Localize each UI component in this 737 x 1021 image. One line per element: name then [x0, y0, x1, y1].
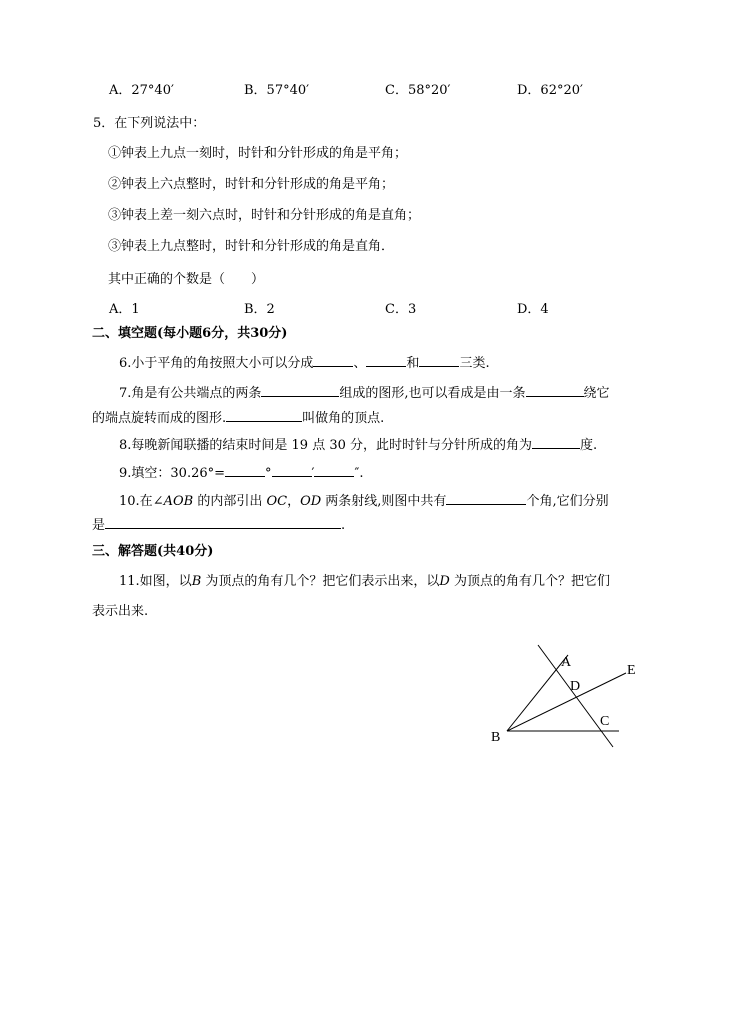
question-11-line-1: 11.如图，以B 为顶点的角有几个？把它们表示出来，以D 为顶点的角有几个？把它们: [119, 574, 610, 589]
q4-option-d: D．62°20′: [517, 83, 583, 98]
question-10-line-2: 是 .: [92, 518, 346, 533]
label-b: B: [491, 730, 501, 745]
q5-statement-3: ③钟表上差一刻六点时，时针和分针形成的角是直角；: [108, 208, 421, 223]
q4-option-b: B．57°40′: [244, 83, 310, 98]
q5-question: 其中正确的个数是（ ）: [108, 272, 265, 287]
section-3-title: 三、解答题(共40分): [92, 544, 214, 559]
question-7-line-2: 的端点旋转而成的图形. 叫做角的顶点.: [92, 411, 385, 426]
q5-statement-4: ③钟表上九点整时，时针和分针形成的角是直角．: [108, 239, 395, 254]
q5-option-b: B．2: [244, 302, 275, 317]
question-9: 9.填空：30.26°= ° ′ ″.: [119, 466, 364, 481]
label-c: C: [600, 714, 610, 729]
line-through-a-c: [538, 645, 613, 747]
question-10-line-1: 10.在∠AOB 的内部引出 OC，OD 两条射线,则图中共有 个角,它们分别: [119, 494, 609, 509]
question-11-line-2: 表示出来.: [92, 604, 149, 619]
q5-statement-1: ①钟表上九点一刻时，时针和分针形成的角是平角；: [108, 146, 408, 161]
label-e: E: [627, 663, 636, 678]
question-7-line-1: 7.角是有公共端点的两条 组成的图形,也可以看成是由一条 绕它: [119, 386, 610, 401]
q5-option-c: C．3: [385, 302, 417, 317]
q4-option-a: A．27°40′: [109, 83, 174, 98]
q4-option-c: C．58°20′: [385, 83, 451, 98]
q5-statement-2: ②钟表上六点整时，时针和分针形成的角是平角；: [108, 177, 395, 192]
q5-stem: 5．在下列说法中：: [93, 116, 206, 131]
q5-option-a: A．1: [109, 302, 140, 317]
section-2-title: 二、填空题(每小题6分，共30分): [92, 326, 288, 341]
q5-option-d: D．4: [517, 302, 549, 317]
label-d: D: [570, 679, 581, 694]
label-a: A: [561, 655, 572, 670]
line-ba: [507, 655, 568, 731]
question-8: 8.每晚新闻联播的结束时间是 19 点 30 分，此时时针与分针所成的角为 度.: [119, 438, 598, 453]
question-6: 6.小于平角的角按照大小可以分成 、 和 三类.: [119, 356, 490, 371]
